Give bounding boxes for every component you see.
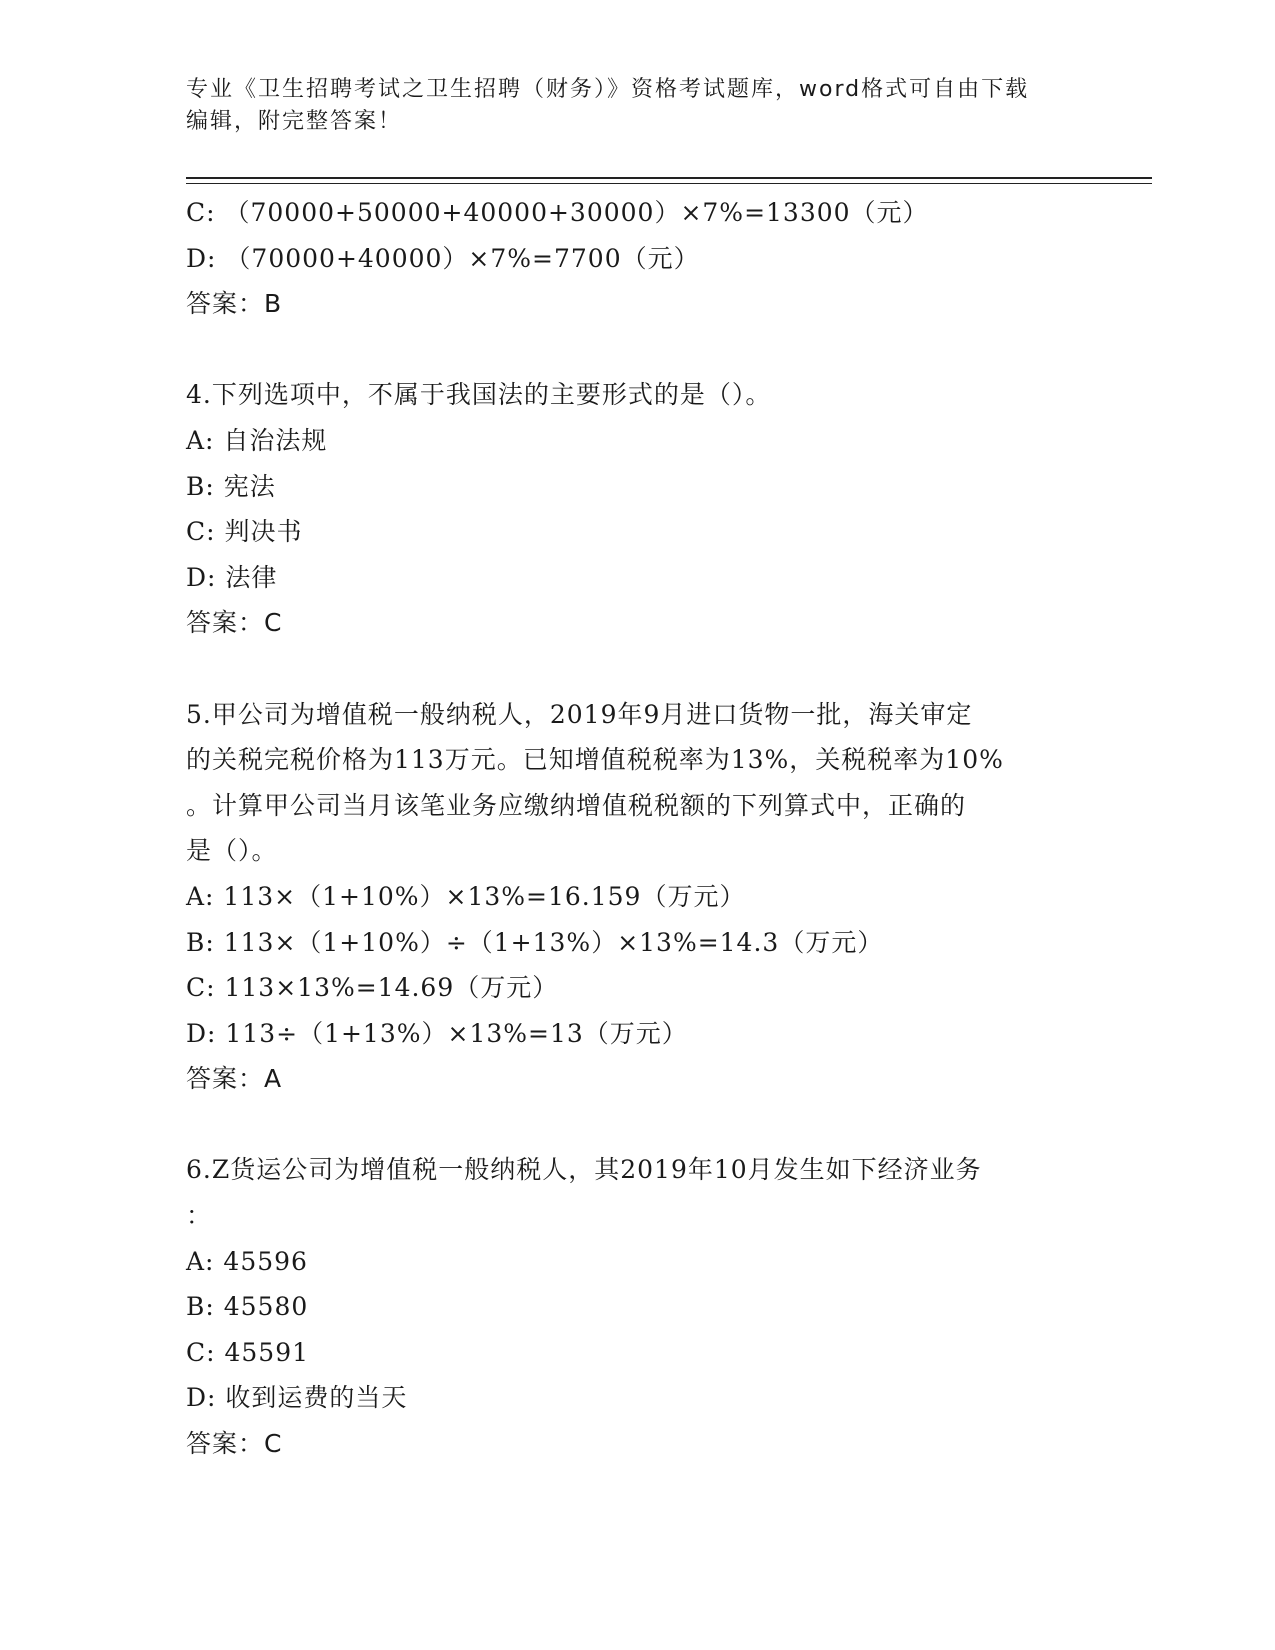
header-divider-thick — [186, 177, 1152, 179]
q5-option-b: B: 113×（1+10%）÷（1+13%）×13%=14.3（万元） — [186, 927, 884, 957]
q5-stem-line-2: 的关税完税价格为113万元。已知增值税税率为13%，关税税率为10% — [186, 745, 1004, 775]
q6-answer: 答案：C — [186, 1429, 283, 1459]
q4-option-b: B: 宪法 — [186, 471, 276, 501]
document-header — [186, 74, 1086, 138]
q4-stem: 4.下列选项中，不属于我国法的主要形式的是（）。 — [186, 380, 772, 410]
q4-answer: 答案：C — [186, 608, 283, 638]
header-line-1: 专业《卫生招聘考试之卫生招聘（财务）》资格考试题库，word格式可自由下载 — [186, 77, 1030, 102]
question-3 — [186, 190, 1086, 327]
question-content — [186, 190, 1086, 1467]
q6-option-c: C: 45591 — [186, 1337, 310, 1367]
q4-option-c: C: 判决书 — [186, 517, 303, 547]
q6-stem-line-1: 6.Z货运公司为增值税一般纳税人，其2019年10月发生如下经济业务 — [186, 1155, 982, 1185]
q3-answer: 答案：B — [186, 289, 283, 319]
q6-option-d: D: 收到运费的当天 — [186, 1383, 408, 1413]
spacer — [186, 646, 1086, 692]
question-5 — [186, 692, 1086, 1102]
q5-stem-line-3: 。计算甲公司当月该笔业务应缴纳增值税税额的下列算式中，正确的 — [186, 790, 967, 820]
q5-stem-line-4: 是（）。 — [186, 836, 278, 866]
q5-option-c: C: 113×13%=14.69（万元） — [186, 973, 559, 1003]
header-line-2: 编辑，附完整答案！ — [186, 109, 403, 134]
q5-option-a: A: 113×（1+10%）×13%=16.159（万元） — [186, 881, 746, 911]
q5-option-d: D: 113÷（1+13%）×13%=13（万元） — [186, 1018, 688, 1048]
q3-option-c: C: （70000+50000+40000+30000）×7%=13300（元） — [186, 198, 929, 227]
q3-option-d: D: （70000+40000）×7%=7700（元） — [186, 243, 700, 273]
header-divider-thin — [186, 183, 1152, 184]
spacer — [186, 327, 1086, 373]
q6-option-a: A: 45596 — [186, 1246, 308, 1276]
q6-stem-line-2: ： — [186, 1201, 213, 1231]
q6-option-b: B: 45580 — [186, 1292, 309, 1322]
question-4 — [186, 372, 1086, 646]
question-6 — [186, 1147, 1086, 1466]
q5-stem-line-1: 5.甲公司为增值税一般纳税人，2019年9月进口货物一批，海关审定 — [186, 699, 973, 729]
q4-option-a: A: 自治法规 — [186, 425, 328, 455]
q5-answer: 答案：A — [186, 1064, 283, 1094]
spacer — [186, 1102, 1086, 1148]
q4-option-d: D: 法律 — [186, 562, 278, 592]
